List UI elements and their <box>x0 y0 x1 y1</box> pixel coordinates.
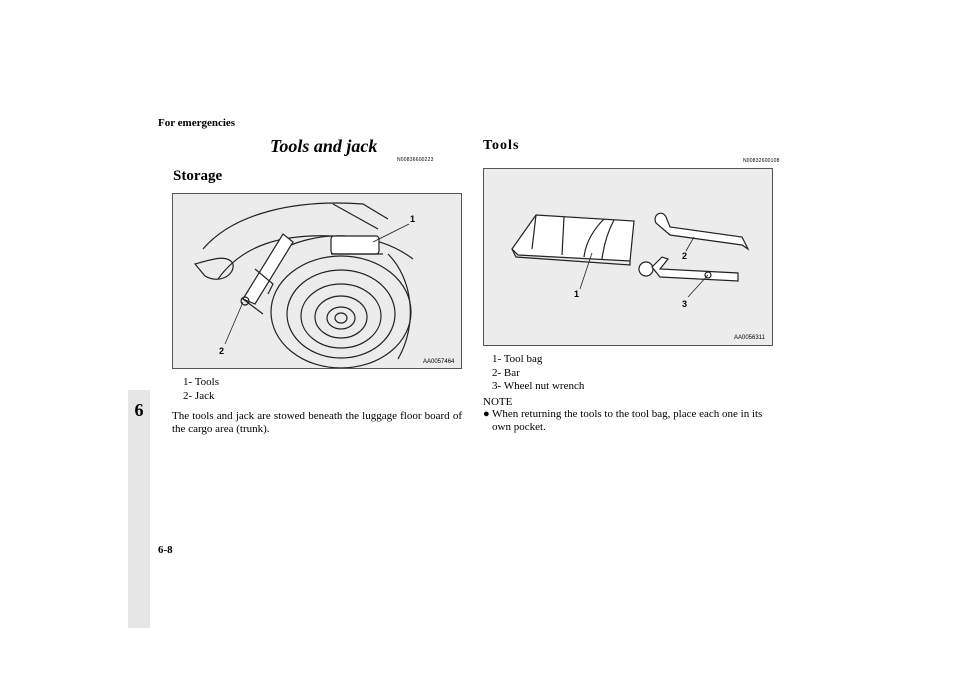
note-text: When returning the tools to the tool bag, place each one in its own pocket. <box>492 408 763 433</box>
callout-2: 2 <box>219 346 225 356</box>
spare-tire-jack-illustration <box>173 194 461 368</box>
legend-item-bar: 2- Bar <box>492 366 520 379</box>
storage-legend <box>183 376 219 403</box>
chapter-number: 6 <box>134 400 144 420</box>
callout-1: 1 <box>574 289 580 299</box>
tools-legend <box>492 353 584 394</box>
callout-3: 3 <box>682 299 688 309</box>
chapter-tab <box>128 390 150 628</box>
storage-paragraph: The tools and jack are stowed beneath the luggage floor board of the cargo area (trunk). <box>172 410 462 435</box>
legend-item-wheel-nut-wrench: 3- Wheel nut wrench <box>492 380 585 392</box>
tool-bag-bar-wrench-illustration <box>484 169 772 345</box>
callout-1: 1 <box>410 214 416 224</box>
note-label: NOTE <box>483 396 513 408</box>
tools-figure <box>483 168 773 346</box>
page-number: 6-8 <box>158 544 173 556</box>
legend-item-tool-bag: 1- Tool bag <box>492 353 543 365</box>
legend-item-jack: 2- Jack <box>183 389 215 402</box>
tools-figure-code: AA0056311 <box>734 335 765 341</box>
tools-reference-code: N00832600108 <box>743 158 780 164</box>
storage-reference-code: N00836600223 <box>397 157 434 163</box>
section-header: For emergencies <box>158 117 236 129</box>
storage-heading: Storage <box>173 168 223 184</box>
callout-2: 2 <box>682 251 688 261</box>
page-title: Tools and jack <box>270 136 378 156</box>
note-item <box>483 408 773 434</box>
bullet-icon: ● <box>483 408 490 420</box>
storage-figure <box>172 193 462 369</box>
legend-item-tools: 1- Tools <box>183 376 220 388</box>
tools-heading: Tools <box>483 138 520 153</box>
storage-figure-code: AA0057464 <box>423 359 455 365</box>
